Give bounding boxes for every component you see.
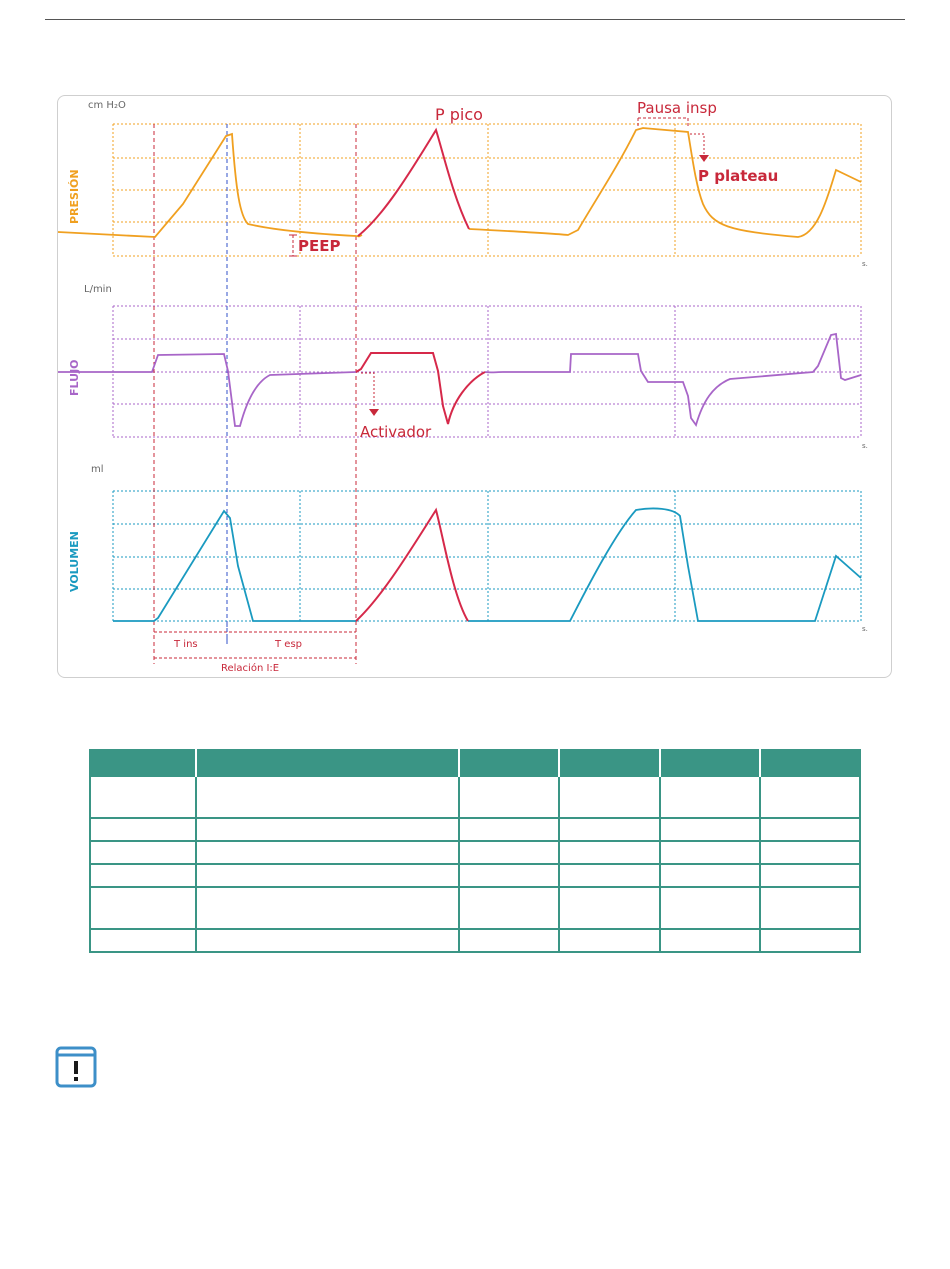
table-header-cell — [196, 750, 459, 776]
flow-x-unit: s. — [862, 442, 868, 450]
pressure-x-unit: s. — [862, 260, 868, 268]
table-row — [90, 818, 860, 841]
activador-label: Activador — [360, 423, 432, 441]
pressure-grid — [113, 124, 861, 256]
flow-unit-label: L/min — [84, 284, 112, 295]
pausa-insp-label: Pausa insp — [637, 99, 717, 117]
volume-grid — [113, 491, 861, 621]
pressure-panel-title: PRESIÓN — [68, 169, 81, 224]
activador-arrow — [361, 373, 379, 416]
table-row — [90, 887, 860, 929]
table-row — [90, 841, 860, 864]
table-row — [90, 776, 860, 818]
table-row — [90, 864, 860, 887]
table-header-cell — [90, 750, 196, 776]
ventilator-waveform-figure — [57, 95, 892, 678]
t-esp-label: T esp — [275, 639, 302, 650]
table-header-cell — [760, 750, 860, 776]
volume-curve-highlight — [356, 510, 468, 621]
waveform-chart — [58, 96, 893, 679]
flow-curve — [58, 334, 861, 426]
volume-x-unit: s. — [862, 625, 868, 633]
table-row — [90, 929, 860, 952]
page-top-rule — [45, 19, 905, 20]
exclamation-icon — [55, 1046, 97, 1088]
pressure-curve-highlight — [358, 130, 469, 236]
t-ins-label: T ins — [174, 639, 198, 650]
relacion-ie-label: Relación I:E — [221, 663, 280, 674]
parameter-table — [89, 749, 861, 953]
table-header-cell — [559, 750, 661, 776]
peep-label: PEEP — [298, 237, 341, 255]
table-header-cell — [660, 750, 760, 776]
pausa-insp-bracket — [638, 118, 688, 126]
flow-panel-title: FLUJO — [68, 359, 81, 396]
table-header-row — [90, 750, 860, 776]
p-pico-label: P pico — [435, 105, 483, 124]
p-plateau-label: P plateau — [698, 167, 779, 185]
volume-curve — [113, 508, 861, 621]
volume-panel-title: VOLUMEN — [68, 531, 81, 592]
volume-unit-label: ml — [91, 464, 104, 475]
peep-bracket — [289, 235, 297, 256]
table-header-cell — [459, 750, 559, 776]
pressure-unit-label: cm H₂O — [88, 100, 126, 111]
